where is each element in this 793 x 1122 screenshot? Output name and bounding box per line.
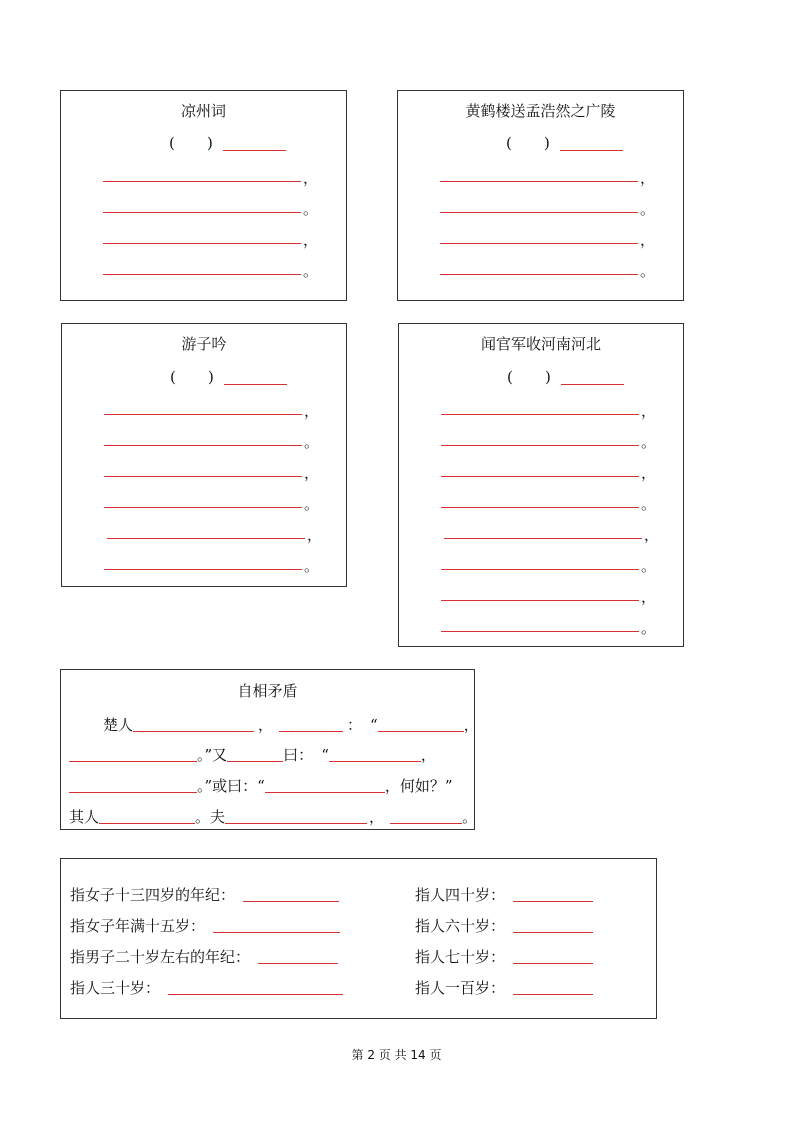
age-label: 指人七十岁： — [415, 948, 506, 966]
age-blank[interactable] — [243, 886, 339, 902]
author-paren-open: ( — [169, 134, 175, 152]
punctuation: ， — [644, 526, 660, 544]
poem-title: 黄鹤楼送孟浩然之广陵 — [465, 102, 616, 120]
poem-line-blank[interactable] — [440, 181, 638, 182]
punctuation: ， — [641, 588, 657, 606]
story-box — [60, 669, 479, 830]
story-text: ： — [347, 716, 363, 734]
poem-line-blank[interactable] — [441, 445, 639, 446]
author-paren-open: ( — [506, 134, 512, 152]
story-text: 。”或曰：“ — [197, 777, 265, 795]
age-label: 指女子十三四岁的年纪： — [70, 886, 236, 904]
punctuation: 。 — [303, 200, 319, 218]
author-blank[interactable] — [561, 384, 624, 385]
age-row — [415, 917, 593, 934]
age-label: 指人四十岁： — [415, 886, 506, 904]
story-blank[interactable] — [225, 808, 367, 824]
story-blank[interactable] — [133, 716, 254, 732]
author-paren-close: ) — [545, 368, 551, 386]
punctuation: ， — [640, 231, 656, 249]
story-blank[interactable] — [265, 777, 385, 793]
punctuation: 。 — [304, 495, 320, 513]
punctuation: 。 — [641, 495, 657, 513]
author-paren-open: ( — [170, 368, 176, 386]
story-text: ， — [463, 716, 479, 734]
age-blank[interactable] — [513, 886, 593, 902]
story-blank[interactable] — [69, 777, 197, 793]
age-label: 指人六十岁： — [415, 917, 506, 935]
poem-line-blank[interactable] — [103, 181, 301, 182]
poem-line-blank[interactable] — [441, 414, 639, 415]
age-blank[interactable] — [168, 979, 343, 995]
poem-box-2 — [397, 90, 684, 301]
poem-line-blank[interactable] — [107, 538, 305, 539]
age-label: 指男子二十岁左右的年纪： — [70, 948, 251, 966]
poem-line-blank[interactable] — [103, 243, 301, 244]
author-blank[interactable] — [560, 150, 623, 151]
age-blank[interactable] — [213, 917, 340, 933]
poem-line-blank[interactable] — [104, 507, 302, 508]
story-blank[interactable] — [279, 716, 343, 732]
poem-line-blank[interactable] — [440, 274, 638, 275]
punctuation: ， — [303, 169, 319, 187]
poem-line-blank[interactable] — [441, 600, 639, 601]
poem-line-blank[interactable] — [104, 445, 302, 446]
punctuation: ， — [304, 402, 320, 420]
poem-box-3 — [61, 323, 347, 587]
story-text: 。夫 — [195, 808, 226, 826]
story-blank[interactable] — [390, 808, 462, 824]
poem-line-blank[interactable] — [104, 476, 302, 477]
punctuation: 。 — [640, 200, 656, 218]
punctuation: ， — [304, 464, 320, 482]
poem-title: 闻官军收河南河北 — [480, 335, 601, 353]
author-paren-close: ) — [208, 368, 214, 386]
punctuation: 。 — [304, 557, 320, 575]
author-paren-close: ) — [544, 134, 550, 152]
story-blank[interactable] — [69, 746, 197, 762]
poem-line-blank[interactable] — [440, 212, 638, 213]
story-blank[interactable] — [227, 746, 283, 762]
age-label: 指女子年满十五岁： — [70, 917, 206, 935]
poem-line-blank[interactable] — [441, 507, 639, 508]
story-text: ， — [369, 808, 385, 826]
story-text: 其人 — [69, 808, 100, 826]
age-blank[interactable] — [513, 917, 593, 933]
poem-title: 凉州词 — [180, 102, 226, 120]
story-text: ， — [420, 746, 436, 764]
age-blank[interactable] — [258, 948, 338, 964]
punctuation: ， — [641, 464, 657, 482]
age-row — [70, 948, 338, 965]
age-row — [70, 979, 343, 996]
story-text: 楚人 — [103, 716, 134, 734]
author-paren-open: ( — [507, 368, 513, 386]
poem-line-blank[interactable] — [103, 274, 301, 275]
punctuation: 。 — [304, 433, 320, 451]
age-row — [70, 886, 339, 903]
author-blank[interactable] — [223, 150, 286, 151]
story-row-3 — [69, 777, 453, 794]
story-text: 曰： — [283, 746, 314, 764]
punctuation: ， — [641, 402, 657, 420]
punctuation: 。 — [641, 557, 657, 575]
poem-line-blank[interactable] — [441, 476, 639, 477]
story-blank[interactable] — [378, 716, 464, 732]
age-row — [70, 917, 340, 934]
poem-line-blank[interactable] — [441, 631, 639, 632]
age-label: 指人三十岁： — [70, 979, 161, 997]
story-row-4 — [69, 808, 477, 825]
story-row-1 — [103, 716, 479, 733]
age-terms-box — [60, 858, 657, 1019]
poem-box-1 — [60, 90, 347, 301]
age-row — [415, 886, 593, 903]
punctuation: 。 — [641, 619, 657, 637]
story-text: ，何如？” — [384, 777, 453, 795]
poem-line-blank[interactable] — [104, 569, 302, 570]
poem-line-blank[interactable] — [440, 243, 638, 244]
age-label: 指人一百岁： — [415, 979, 506, 997]
poem-box-4 — [398, 323, 684, 647]
story-text: ， — [258, 716, 274, 734]
story-text: “ — [370, 716, 378, 734]
age-row — [415, 948, 593, 965]
poem-line-blank[interactable] — [444, 538, 642, 539]
story-blank[interactable] — [329, 746, 421, 762]
author-blank[interactable] — [224, 384, 287, 385]
poem-title: 游子吟 — [181, 335, 227, 353]
punctuation: ， — [307, 526, 323, 544]
poem-line-blank[interactable] — [441, 569, 639, 570]
punctuation: 。 — [640, 262, 656, 280]
age-blank[interactable] — [513, 948, 593, 964]
story-title: 自相矛盾 — [237, 682, 298, 700]
punctuation: 。 — [303, 262, 319, 280]
age-row — [415, 979, 593, 996]
page-number: 第 2 页 共 14 页 — [351, 1048, 442, 1062]
punctuation: ， — [303, 231, 319, 249]
story-text: 。 — [462, 808, 478, 826]
age-blank[interactable] — [513, 979, 593, 995]
story-text: 。”又 — [197, 746, 228, 764]
poem-line-blank[interactable] — [104, 414, 302, 415]
author-paren-close: ) — [207, 134, 213, 152]
story-row-2 — [69, 746, 436, 763]
story-blank[interactable] — [99, 808, 195, 824]
story-text: “ — [321, 746, 329, 764]
poem-line-blank[interactable] — [103, 212, 301, 213]
punctuation: ， — [640, 169, 656, 187]
punctuation: 。 — [641, 433, 657, 451]
